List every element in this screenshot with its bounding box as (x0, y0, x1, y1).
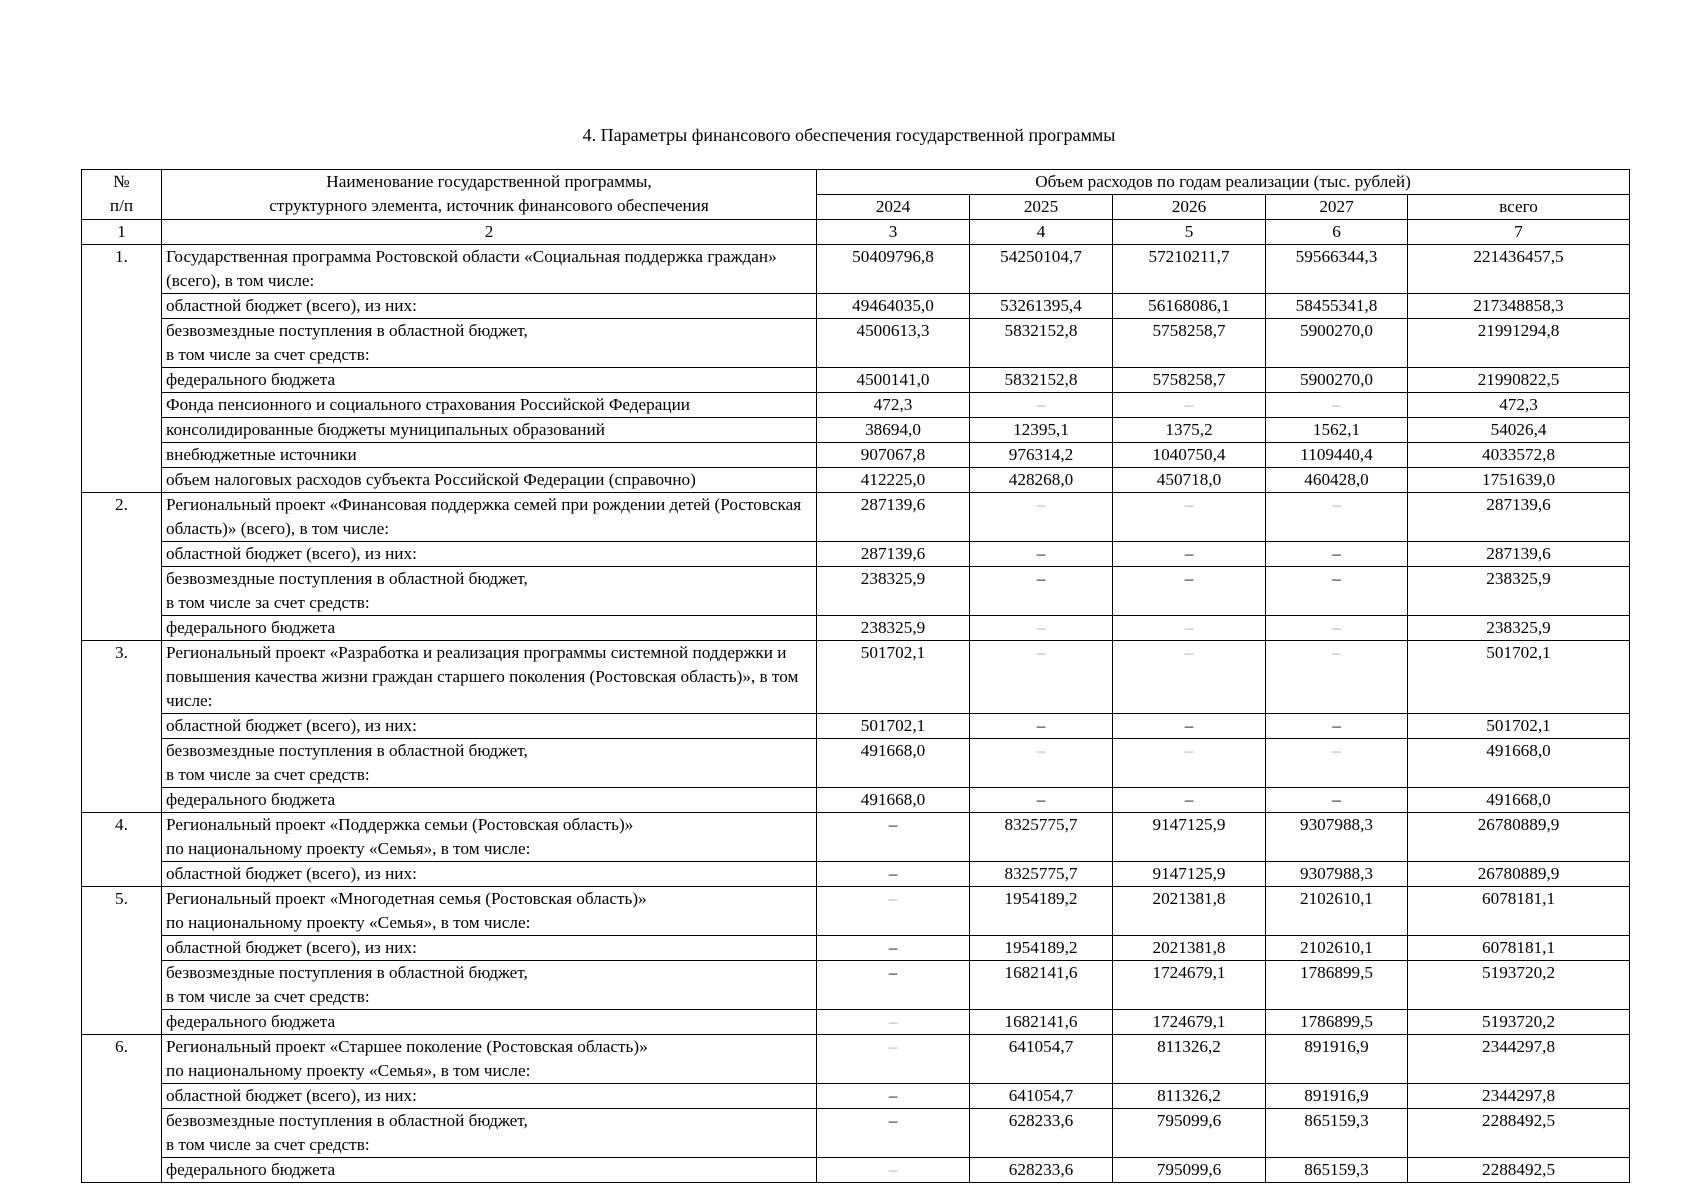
row-total-value: 238325,9 (1408, 567, 1630, 616)
row-year-value: 2021381,8 (1113, 887, 1266, 936)
row-year-value: – (1113, 616, 1266, 641)
row-year-value: 238325,9 (817, 616, 970, 641)
row-total-value: 2288492,5 (1408, 1158, 1630, 1183)
row-name: областной бюджет (всего), из них: (162, 1084, 817, 1109)
row-year-value: – (1113, 567, 1266, 616)
row-total-value: 2288492,5 (1408, 1109, 1630, 1158)
row-year-value: 50409796,8 (817, 245, 970, 294)
row-number: 1. (82, 245, 162, 493)
row-year-value: – (1266, 616, 1408, 641)
row-name: Региональный проект «Разработка и реализация программы системной поддержки и повышения качества жизни граждан старшего поколения (Ростовская область)», в том числе: (162, 641, 817, 714)
row-year-value: 641054,7 (970, 1035, 1113, 1084)
row-total-value: 221436457,5 (1408, 245, 1630, 294)
table-row (82, 245, 1630, 294)
row-year-value: 1682141,6 (970, 961, 1113, 1010)
row-name: безвозмездные поступления в областной бюджет, в том числе за счет средств: (162, 961, 817, 1010)
row-year-value: 450718,0 (1113, 468, 1266, 493)
row-total-value: 217348858,3 (1408, 294, 1630, 319)
row-name: Региональный проект «Многодетная семья (Ростовская область)» по национальному проекту «Семья», в том числе: (162, 887, 817, 936)
row-year-value: 54250104,7 (970, 245, 1113, 294)
row-year-value: 2102610,1 (1266, 887, 1408, 936)
row-name: объем налоговых расходов субъекта Российской Федерации (справочно) (162, 468, 817, 493)
row-year-value: 976314,2 (970, 443, 1113, 468)
row-year-value: – (970, 493, 1113, 542)
row-total-value: 26780889,9 (1408, 862, 1630, 887)
row-name: Государственная программа Ростовской области «Социальная поддержка граждан» (всего), в том числе: (162, 245, 817, 294)
table-row (82, 714, 1630, 739)
row-year-value: 1786899,5 (1266, 1010, 1408, 1035)
table-row (82, 418, 1630, 443)
row-year-value: – (817, 936, 970, 961)
row-year-value: 2021381,8 (1113, 936, 1266, 961)
row-year-value: 9147125,9 (1113, 862, 1266, 887)
table-row (82, 1158, 1630, 1183)
column-number: 2 (162, 220, 817, 245)
row-year-value: 5900270,0 (1266, 368, 1408, 393)
row-year-value: 1040750,4 (1113, 443, 1266, 468)
row-year-value: 641054,7 (970, 1084, 1113, 1109)
row-name: безвозмездные поступления в областной бюджет, в том числе за счет средств: (162, 1109, 817, 1158)
row-year-value: 49464035,0 (817, 294, 970, 319)
row-year-value: – (817, 1035, 970, 1084)
row-year-value: 38694,0 (817, 418, 970, 443)
row-year-value: – (1113, 788, 1266, 813)
row-year-value: 4500141,0 (817, 368, 970, 393)
row-year-value: 53261395,4 (970, 294, 1113, 319)
row-year-value: – (970, 788, 1113, 813)
row-year-value: 412225,0 (817, 468, 970, 493)
row-number: 4. (82, 813, 162, 887)
row-year-value: – (817, 1010, 970, 1035)
num-header: № п/п (82, 170, 162, 220)
row-total-value: 287139,6 (1408, 542, 1630, 567)
row-name: областной бюджет (всего), из них: (162, 936, 817, 961)
row-total-value: 5193720,2 (1408, 961, 1630, 1010)
row-year-value: 5832152,8 (970, 368, 1113, 393)
row-name: федерального бюджета (162, 616, 817, 641)
row-year-value: 56168086,1 (1113, 294, 1266, 319)
row-year-value: – (970, 567, 1113, 616)
row-year-value: – (1266, 641, 1408, 714)
row-total-value: 501702,1 (1408, 714, 1630, 739)
row-year-value: 8325775,7 (970, 813, 1113, 862)
row-total-value: 6078181,1 (1408, 887, 1630, 936)
row-year-value: – (1266, 393, 1408, 418)
table-row (82, 493, 1630, 542)
volume-header: Объем расходов по годам реализации (тыс. рублей) (817, 170, 1630, 195)
table-row (82, 1084, 1630, 1109)
row-year-value: – (1113, 714, 1266, 739)
table-row (82, 788, 1630, 813)
row-number: 5. (82, 887, 162, 1035)
row-year-value: 501702,1 (817, 641, 970, 714)
row-year-value: 1954189,2 (970, 936, 1113, 961)
row-year-value: 811326,2 (1113, 1084, 1266, 1109)
row-year-value: 811326,2 (1113, 1035, 1266, 1084)
row-total-value: 491668,0 (1408, 788, 1630, 813)
table-row (82, 393, 1630, 418)
row-year-value: 5758258,7 (1113, 368, 1266, 393)
row-number: 6. (82, 1035, 162, 1183)
row-year-value: – (1266, 788, 1408, 813)
financing-table (81, 169, 1630, 1183)
row-year-value: 57210211,7 (1113, 245, 1266, 294)
row-year-value: 9147125,9 (1113, 813, 1266, 862)
row-year-value: 907067,8 (817, 443, 970, 468)
row-total-value: 6078181,1 (1408, 936, 1630, 961)
row-year-value: 628233,6 (970, 1109, 1113, 1158)
row-name: Фонда пенсионного и социального страхования Российской Федерации (162, 393, 817, 418)
row-year-value: – (1113, 739, 1266, 788)
table-row (82, 468, 1630, 493)
row-total-value: 26780889,9 (1408, 813, 1630, 862)
row-year-value: 1786899,5 (1266, 961, 1408, 1010)
table-row (82, 1109, 1630, 1158)
row-year-value: – (1266, 714, 1408, 739)
table-row (82, 813, 1630, 862)
row-year-value: 5758258,7 (1113, 319, 1266, 368)
row-year-value: – (970, 393, 1113, 418)
year-header: 2027 (1266, 195, 1408, 220)
row-name: Региональный проект «Финансовая поддержка семей при рождении детей (Ростовская область)» (всего), в том числе: (162, 493, 817, 542)
row-year-value: 9307988,3 (1266, 813, 1408, 862)
row-year-value: 58455341,8 (1266, 294, 1408, 319)
row-name: федерального бюджета (162, 788, 817, 813)
row-year-value: – (970, 641, 1113, 714)
row-total-value: 472,3 (1408, 393, 1630, 418)
column-number: 5 (1113, 220, 1266, 245)
row-total-value: 238325,9 (1408, 616, 1630, 641)
row-year-value: 5900270,0 (1266, 319, 1408, 368)
row-year-value: 1724679,1 (1113, 961, 1266, 1010)
row-year-value: – (1266, 567, 1408, 616)
row-total-value: 491668,0 (1408, 739, 1630, 788)
row-year-value: 9307988,3 (1266, 862, 1408, 887)
row-name: Региональный проект «Поддержка семьи (Ростовская область)» по национальному проекту «Семья», в том числе: (162, 813, 817, 862)
row-name: безвозмездные поступления в областной бюджет, в том числе за счет средств: (162, 567, 817, 616)
row-year-value: 2102610,1 (1266, 936, 1408, 961)
row-total-value: 2344297,8 (1408, 1035, 1630, 1084)
row-year-value: 865159,3 (1266, 1158, 1408, 1183)
row-year-value: 865159,3 (1266, 1109, 1408, 1158)
row-year-value: 795099,6 (1113, 1158, 1266, 1183)
row-year-value: 795099,6 (1113, 1109, 1266, 1158)
row-year-value: – (817, 813, 970, 862)
row-name: областной бюджет (всего), из них: (162, 862, 817, 887)
header-row-1 (82, 170, 1630, 195)
table-row (82, 887, 1630, 936)
row-year-value: 1562,1 (1266, 418, 1408, 443)
row-year-value: 4500613,3 (817, 319, 970, 368)
row-name: внебюджетные источники (162, 443, 817, 468)
row-year-value: 501702,1 (817, 714, 970, 739)
row-year-value: 287139,6 (817, 493, 970, 542)
row-year-value: – (817, 1158, 970, 1183)
row-year-value: – (1266, 493, 1408, 542)
column-number: 7 (1408, 220, 1630, 245)
table-row (82, 567, 1630, 616)
table-row (82, 862, 1630, 887)
row-year-value: 1109440,4 (1266, 443, 1408, 468)
row-year-value: – (1266, 739, 1408, 788)
row-year-value: 12395,1 (970, 418, 1113, 443)
table-row (82, 936, 1630, 961)
row-year-value: 628233,6 (970, 1158, 1113, 1183)
table-row (82, 542, 1630, 567)
row-name: Региональный проект «Старшее поколение (Ростовская область)» по национальному проекту «Семья», в том числе: (162, 1035, 817, 1084)
row-year-value: – (970, 714, 1113, 739)
table-row (82, 739, 1630, 788)
table-row (82, 368, 1630, 393)
column-number: 1 (82, 220, 162, 245)
row-number: 2. (82, 493, 162, 641)
row-year-value: 1375,2 (1113, 418, 1266, 443)
year-header: 2025 (970, 195, 1113, 220)
row-year-value: 891916,9 (1266, 1084, 1408, 1109)
table-row (82, 319, 1630, 368)
row-year-value: 891916,9 (1266, 1035, 1408, 1084)
row-year-value: – (1113, 641, 1266, 714)
row-year-value: 1682141,6 (970, 1010, 1113, 1035)
row-year-value: – (970, 542, 1113, 567)
column-number-row (82, 220, 1630, 245)
row-total-value: 5193720,2 (1408, 1010, 1630, 1035)
row-year-value: – (817, 961, 970, 1010)
row-year-value: 1954189,2 (970, 887, 1113, 936)
year-header: 2026 (1113, 195, 1266, 220)
row-name: федерального бюджета (162, 368, 817, 393)
row-year-value: – (970, 739, 1113, 788)
row-year-value: – (1113, 393, 1266, 418)
row-number: 3. (82, 641, 162, 813)
row-total-value: 21990822,5 (1408, 368, 1630, 393)
row-name: федерального бюджета (162, 1158, 817, 1183)
row-year-value: 472,3 (817, 393, 970, 418)
row-year-value: 8325775,7 (970, 862, 1113, 887)
row-year-value: – (970, 616, 1113, 641)
row-year-value: 5832152,8 (970, 319, 1113, 368)
table-row (82, 641, 1630, 714)
year-header: 2024 (817, 195, 970, 220)
column-number: 6 (1266, 220, 1408, 245)
row-name: областной бюджет (всего), из них: (162, 714, 817, 739)
row-year-value: 59566344,3 (1266, 245, 1408, 294)
total-header: всего (1408, 195, 1630, 220)
column-number: 3 (817, 220, 970, 245)
row-year-value: – (1113, 542, 1266, 567)
row-year-value: – (817, 1084, 970, 1109)
row-total-value: 287139,6 (1408, 493, 1630, 542)
column-number: 4 (970, 220, 1113, 245)
row-total-value: 1751639,0 (1408, 468, 1630, 493)
table-row (82, 294, 1630, 319)
row-year-value: 1724679,1 (1113, 1010, 1266, 1035)
row-year-value: – (1113, 493, 1266, 542)
row-name: консолидированные бюджеты муниципальных образований (162, 418, 817, 443)
row-year-value: 238325,9 (817, 567, 970, 616)
row-year-value: 460428,0 (1266, 468, 1408, 493)
row-name: безвозмездные поступления в областной бюджет, в том числе за счет средств: (162, 739, 817, 788)
table-row (82, 1035, 1630, 1084)
row-year-value: 287139,6 (817, 542, 970, 567)
row-name: областной бюджет (всего), из них: (162, 542, 817, 567)
row-year-value: 491668,0 (817, 788, 970, 813)
name-header: Наименование государственной программы, структурного элемента, источник финансового обеспечения (162, 170, 817, 220)
row-name: областной бюджет (всего), из них: (162, 294, 817, 319)
row-total-value: 501702,1 (1408, 641, 1630, 714)
row-year-value: 428268,0 (970, 468, 1113, 493)
row-total-value: 54026,4 (1408, 418, 1630, 443)
table-row (82, 616, 1630, 641)
row-name: безвозмездные поступления в областной бюджет, в том числе за счет средств: (162, 319, 817, 368)
row-name: федерального бюджета (162, 1010, 817, 1035)
row-total-value: 4033572,8 (1408, 443, 1630, 468)
row-total-value: 2344297,8 (1408, 1084, 1630, 1109)
row-year-value: – (817, 887, 970, 936)
row-year-value: – (1266, 542, 1408, 567)
row-year-value: – (817, 862, 970, 887)
table-row (82, 1010, 1630, 1035)
row-total-value: 21991294,8 (1408, 319, 1630, 368)
table-row (82, 961, 1630, 1010)
row-year-value: 491668,0 (817, 739, 970, 788)
row-year-value: – (817, 1109, 970, 1158)
page-title: 4. Параметры финансового обеспечения государственной программы (582, 125, 1116, 145)
table-row (82, 443, 1630, 468)
